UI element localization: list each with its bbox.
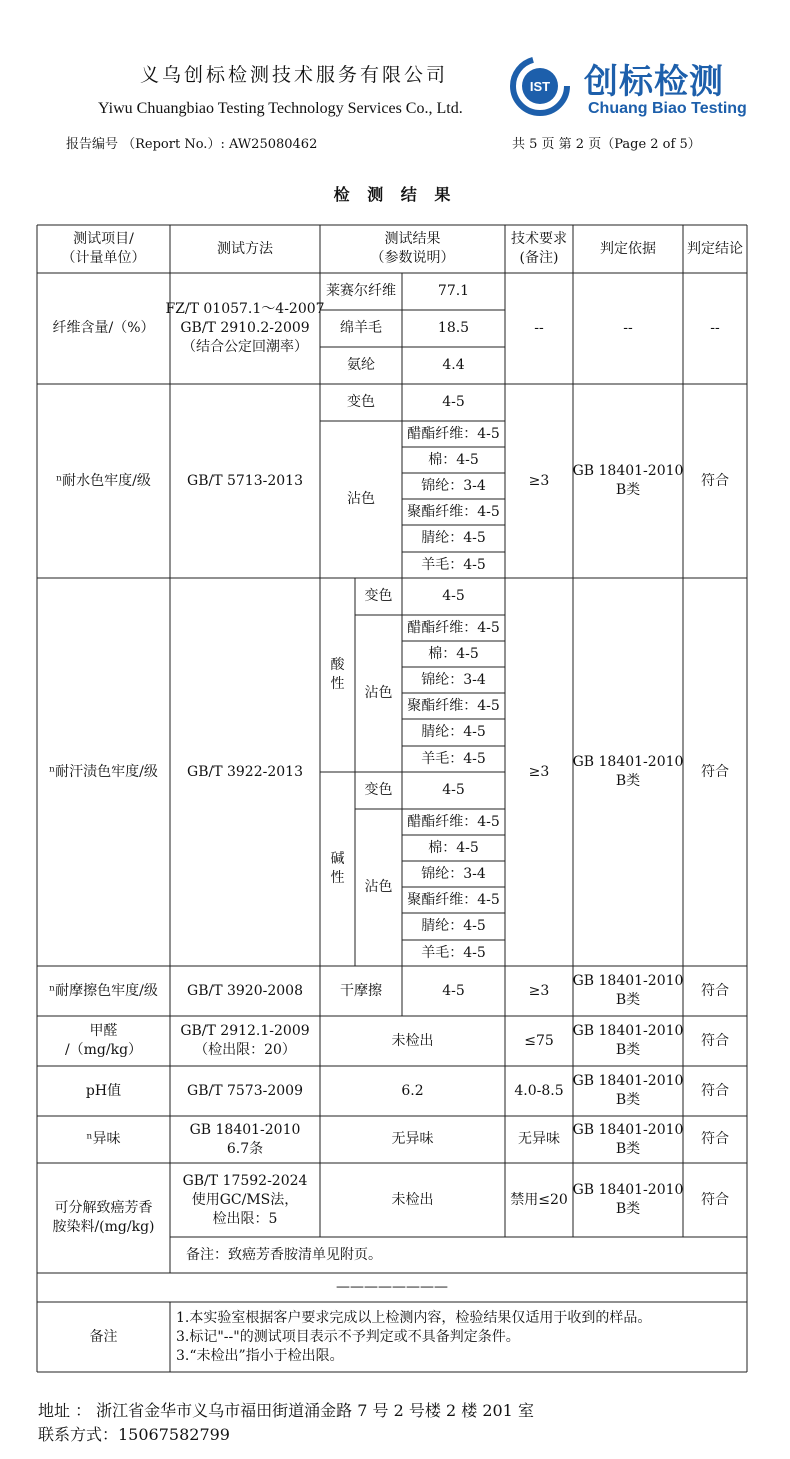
sweat-acid-stain-value: 醋酯纤维：4-5	[407, 619, 500, 636]
header-result: 测试结果 （参数说明）	[370, 231, 455, 266]
sweat-fastness-method: GB/T 3922-2013	[187, 763, 303, 780]
fiber-item: 纤维含量/（%）	[52, 320, 155, 336]
water-change-label: 变色	[347, 394, 375, 410]
fiber-basis: --	[623, 320, 633, 336]
fiber-component: 氨纶	[347, 357, 375, 373]
sweat-acid-stain-label: 沾色	[364, 685, 393, 701]
header-item: 测试项目/ （计量单位）	[61, 231, 146, 266]
water-stain-value: 棉：4-5	[428, 451, 479, 468]
sweat-acid-stain-value: 锦纶：3-4	[421, 671, 486, 688]
amine-result: 未检出	[391, 1191, 434, 1208]
water-fastness-requirement: ≥3	[528, 472, 550, 489]
odor-item: ⁿ异味	[86, 1131, 121, 1147]
footer-address: 地址 ： 浙江省金华市义乌市福田街道涌金路 7 号 2 号楼 2 楼 201 室	[38, 1401, 534, 1420]
header-basis: 判定依据	[600, 240, 656, 257]
sweat-fastness-item: ⁿ耐汗渍色牢度/级	[49, 763, 158, 780]
remarks-text: 1.本实验室根据客户要求完成以上检测内容，检验结果仅适用于收到的样品。 3.标记"--"的测试项目表示不予判定或不具备判定条件。 3.“未检出”指小于检出限。	[176, 1309, 652, 1364]
amine-note: 备注：致癌芳香胺清单见附页。	[186, 1246, 382, 1263]
rub-requirement: ≥3	[528, 982, 550, 999]
fiber-percentage: 18.5	[437, 320, 470, 336]
sweat-acid-stain-value: 羊毛：4-5	[421, 750, 486, 767]
fiber-conclusion: --	[710, 320, 720, 336]
sweat-fastness-conclusion: 符合	[701, 763, 729, 780]
company-name-cn: 义乌创标检测技术服务有限公司	[140, 64, 449, 86]
rub-conclusion: 符合	[701, 982, 729, 999]
fiber-requirement: --	[534, 320, 544, 336]
sweat-alkali-stain-value: 棉：4-5	[428, 839, 479, 856]
sweat-alkali-stain-value: 腈纶：4-5	[421, 918, 486, 934]
rub-type-label: 干摩擦	[340, 982, 382, 999]
sweat-acid-stain-value: 聚酯纤维：4-5	[407, 697, 500, 714]
logo-text-en: Chuang Biao Testing	[588, 100, 747, 117]
rub-value: 4-5	[442, 982, 465, 999]
sweat-alkali-stain-value: 羊毛：4-5	[421, 944, 486, 961]
water-fastness-item: ⁿ耐水色牢度/级	[56, 472, 151, 489]
water-stain-value: 锦纶：3-4	[421, 477, 486, 494]
sweat-fastness-requirement: ≥3	[528, 763, 550, 780]
rub-fastness-method: GB/T 3920-2008	[187, 982, 303, 999]
sweat-alkali-change-label: 变色	[364, 782, 393, 798]
ph-basis: GB 18401-2010 B类	[572, 1073, 684, 1108]
amine-basis: GB 18401-2010 B类	[572, 1182, 684, 1217]
table-end-mark: ————————	[336, 1279, 448, 1295]
formaldehyde-conclusion: 符合	[701, 1032, 729, 1049]
formaldehyde-method: GB/T 2912.1-2009 （检出限：20）	[180, 1023, 310, 1058]
fiber-method: FZ/T 01057.1～4-2007 GB/T 2910.2-2009 （结合公定回潮率）	[165, 301, 325, 355]
water-fastness-conclusion: 符合	[701, 472, 729, 489]
sweat-alkali-stain-label: 沾色	[364, 879, 393, 895]
sweat-acid-change-label: 变色	[364, 588, 393, 604]
section-title: 检 测 结 果	[333, 185, 457, 204]
formaldehyde-requirement: ≤75	[524, 1032, 554, 1049]
fiber-percentage: 77.1	[437, 283, 470, 299]
water-fastness-basis: GB 18401-2010 B类	[572, 463, 684, 498]
sweat-acid-change-value: 4-5	[442, 588, 465, 604]
ph-item: pH值	[85, 1082, 122, 1099]
water-stain-value: 羊毛：4-5	[421, 556, 486, 573]
water-stain-value: 醋酯纤维：4-5	[407, 425, 500, 442]
water-stain-value: 腈纶：4-5	[421, 530, 486, 546]
odor-conclusion: 符合	[701, 1131, 729, 1147]
sweat-alkali-stain-value: 醋酯纤维：4-5	[407, 813, 500, 830]
water-stain-label: 沾色	[347, 491, 375, 507]
sweat-alkali-stain-value: 锦纶：3-4	[421, 865, 486, 882]
logo-mark-text: IST	[529, 79, 551, 94]
company-name-en: Yiwu Chuangbiao Testing Technology Services Co., Ltd.	[98, 100, 463, 117]
fiber-component: 绵羊毛	[340, 320, 382, 336]
fiber-percentage: 4.4	[442, 357, 465, 373]
formaldehyde-result: 未检出	[391, 1032, 434, 1049]
amine-requirement: 禁用≤20	[510, 1191, 568, 1208]
sweat-acid-stain-value: 棉：4-5	[428, 645, 479, 662]
ph-conclusion: 符合	[701, 1082, 729, 1099]
amine-conclusion: 符合	[701, 1191, 729, 1208]
remarks-label: 备注	[89, 1328, 118, 1345]
water-stain-value: 聚酯纤维：4-5	[407, 503, 500, 520]
rub-fastness-item: ⁿ耐摩擦色牢度/级	[49, 982, 158, 999]
header-req: 技术要求 (备注)	[511, 231, 567, 266]
ph-result: 6.2	[401, 1082, 424, 1099]
rub-basis: GB 18401-2010 B类	[572, 973, 684, 1008]
sweat-alkali-stain-value: 聚酯纤维：4-5	[407, 891, 500, 908]
water-fastness-method: GB/T 5713-2013	[187, 472, 303, 489]
sweat-alkali-label: 碱 性	[330, 851, 345, 886]
odor-basis: GB 18401-2010 B类	[572, 1121, 684, 1157]
report-number: 报告编号 （Report No.）: AW25080462	[66, 137, 318, 152]
header-method: 测试方法	[217, 240, 273, 257]
sweat-acid-stain-value: 腈纶：4-5	[421, 724, 486, 740]
odor-requirement: 无异味	[518, 1131, 560, 1147]
ph-method: GB/T 7573-2009	[187, 1082, 303, 1099]
fiber-component: 莱赛尔纤维	[326, 283, 396, 299]
sweat-fastness-basis: GB 18401-2010 B类	[572, 754, 684, 789]
page-info: 共 5 页 第 2 页（Page 2 of 5）	[512, 137, 701, 152]
ph-requirement: 4.0-8.5	[514, 1082, 564, 1099]
formaldehyde-basis: GB 18401-2010 B类	[572, 1023, 684, 1058]
formaldehyde-item: 甲醛 /（mg/kg）	[64, 1023, 143, 1058]
odor-result: 无异味	[391, 1131, 434, 1147]
amine-item: 可分解致癌芳香 胺染料/(mg/kg)	[52, 1200, 155, 1235]
footer-contact: 联系方式：15067582799	[38, 1425, 230, 1444]
sweat-acid-label: 酸 性	[330, 657, 345, 692]
logo-text-cn: 创标检测	[584, 62, 724, 102]
amine-method: GB/T 17592-2024 使用GC/MS法， 检出限：5	[182, 1172, 308, 1227]
odor-method: GB 18401-2010 6.7条	[189, 1121, 301, 1157]
sweat-alkali-change-value: 4-5	[442, 782, 465, 798]
water-change-value: 4-5	[442, 394, 465, 410]
header-conclusion: 判定结论	[687, 240, 743, 257]
